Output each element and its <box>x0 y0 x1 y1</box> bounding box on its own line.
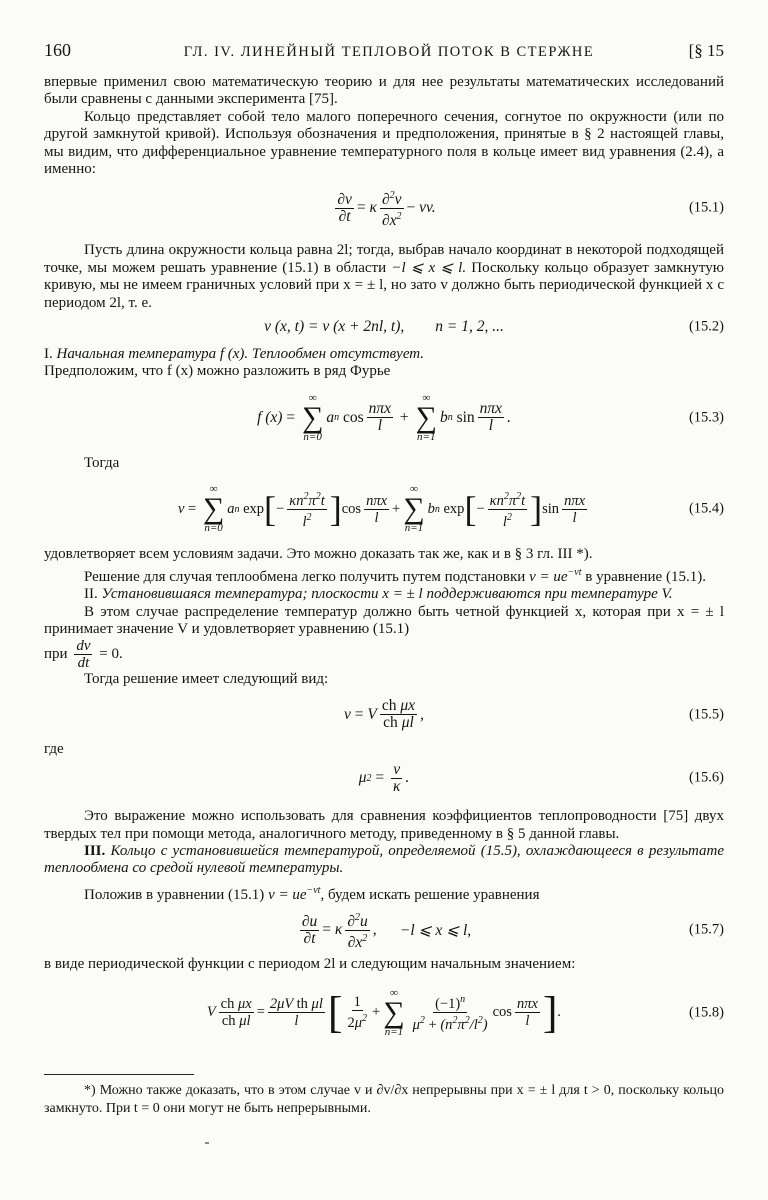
print-mark <box>205 1142 209 1144</box>
section-heading-2 <box>44 586 724 603</box>
page-body <box>44 40 724 1050</box>
equation-text: v (x, t) = v (x + 2nl, t), n = 1, 2, ... <box>264 318 504 336</box>
text-fragment: −νt <box>306 884 321 896</box>
equation-number: (15.5) <box>688 706 724 723</box>
equation-15-3: f (x) = ∞ ∑ n=0 a n cos $\frac{\text{nπx}}{l}$ + ∞ ∑ n=1 b n sin $\frac{\text{nπx}}{l}$ . (15.3) <box>257 391 724 443</box>
equation-number: (15.6) <box>688 769 724 786</box>
page-number: 160 <box>44 40 71 60</box>
equation-15-1: $\frac{\partial v}{\partial t}$ = κ $\frac{\partial^2v}{\partial x^2}$ − νv. (15.1) <box>337 189 724 230</box>
paragraph-substitution <box>44 882 724 904</box>
equation-15-8: V $\frac{\text{ch μx}}{\text{ch μl}}$ = $\frac{\text{2μV th μl}}{l}$ [ $\frac{1}{2\mu^2}$ + ∞ ∑ n=1 $\frac{(-1)^n}{\mu^2 + (n^2\pi^2/l^2)}$ cos $\frac{\text{nπx}}{l}$ ] . (15.8) <box>206 986 724 1038</box>
text-fragment: Положив в уравнении (15.1) <box>84 886 265 903</box>
section-heading-1 <box>44 346 724 363</box>
paragraph-solution-form: Тогда решение имеет следующий вид: <box>84 671 329 688</box>
equation-15-5: v = V $\frac{\text{ch μx}}{\text{ch μl}}$ , (15.5) <box>344 697 724 732</box>
section-title: Начальная температура f (x). Теплообмен отсутствует. <box>56 346 425 363</box>
section-numeral: III. <box>84 843 106 859</box>
equation-number: (15.1) <box>688 199 724 216</box>
paragraph-ring-definition: Кольцо представляет собой тело малого поперечного сечения, согнутое по окружности (или по другой замкнутой кривой). Используя обозначения и предположения, принятые в § 2 настоящей главы, мы видим, что дифференциальное уравнение температурного поля в кольце имеет вид уравнения (2.4), а именно: <box>44 108 724 178</box>
paragraph-intro: впервые применил свою математическую теорию и для нее результаты математических исследований были сравнены с данными эксперимента [75]. <box>44 74 724 108</box>
text-fragment: v = ue <box>529 568 568 585</box>
text-fragment: v = ue <box>268 886 307 903</box>
section-marker: [§ 15 <box>688 41 724 60</box>
text-fragment: Поскольку кольцо образует замкнутую кривую, мы не имеем граничных условий при x = ± l, но зато v должно быть периодической функцией x с периодом 2l, т. е. <box>44 259 724 311</box>
section-numeral: I. <box>44 346 53 363</box>
paragraph-condition: при $\frac{dv}{dt}$ = 0. <box>44 638 123 672</box>
equation-number: (15.2) <box>688 318 724 335</box>
footnote <box>44 1082 724 1118</box>
paragraph-conductivity: Это выражение можно использовать для сравнения коэффициентов теплопроводности [75] двух твердых тел при помощи метода, аналогичного методу, приведенному в § 5 данной главы. <box>44 808 724 842</box>
paragraph-periodic: в виде периодической функции с периодом 2l и следующим начальным значением: <box>44 956 576 973</box>
text-fragment: −νt <box>567 566 582 578</box>
text-fragment: , будем искать решение уравнения <box>320 886 540 903</box>
section-title: Кольцо с установившейся температурой, определяемой (15.5), охлаждающееся в результате теплообмена со средой нулевой температуры. <box>44 843 725 877</box>
equation-15-2 <box>44 314 724 340</box>
text-fragment: = 0. <box>99 646 123 663</box>
equation-number: (15.7) <box>688 921 724 938</box>
footnote-rule <box>44 1074 194 1075</box>
paragraph-then: Тогда <box>84 454 120 471</box>
text-fragment: в уравнение (15.1). <box>585 568 706 585</box>
equation-15-7: $\frac{\partial u}{\partial t}$ = κ $\frac{\partial^2u}{\partial x^2}$ , −l ⩽ x ⩽ l, (15.7) <box>301 911 724 951</box>
equation-number: (15.4) <box>688 500 724 517</box>
running-title: ГЛ. IV. ЛИНЕЙНЫЙ ТЕПЛОВОЙ ПОТОК В СТЕРЖНЕ <box>183 44 595 60</box>
paragraph-where: где <box>44 740 64 757</box>
paragraph-heat-exchange <box>44 564 724 586</box>
page-header <box>44 40 724 74</box>
equation-number: (15.8) <box>688 1004 724 1021</box>
text-fragment: при <box>44 646 68 663</box>
equation-tail: −l ⩽ x ⩽ l, <box>399 921 472 939</box>
section-numeral: II. <box>84 586 98 603</box>
text-fragment: −l ⩽ x ⩽ l. <box>391 259 467 276</box>
paragraph-satisfies: удовлетворяет всем условиям задачи. Это можно доказать так же, как и в § 3 гл. III *). <box>44 546 593 563</box>
equation-number: (15.3) <box>688 409 724 426</box>
footnote-text: *) Можно также доказать, что в этом случае v и ∂v/∂x непрерывны при x = ± l для t > 0, поскольку кольцо замкнуто. При t = 0 они могут не быть непрерывными. <box>44 1083 724 1116</box>
paragraph-even-function: В этом случае распределение температур должно быть четной функцией x, которая при x = ± l принимает значение V и удовлетворяет уравнению (15.1) <box>44 603 724 637</box>
section-title: Установившаяся температура; плоскости x = ± l поддерживаются при температуре V. <box>101 586 673 603</box>
text-fragment: Пусть длина окружности кольца равна 2l; тогда, выбрав начало координат в некоторой подходящей точке, мы можем решать уравнение (15.1) в области <box>44 242 724 276</box>
text-fragment: Решение для случая теплообмена легко получить путем подстановки <box>84 568 526 585</box>
equation-15-6: μ 2 = $\frac{\nu}{\kappa}$ . (15.6) <box>358 760 724 795</box>
section-heading-3 <box>44 843 724 878</box>
equation-15-4: v = ∞ ∑ n=0 a n exp [ − $\frac{\kappa n^2\pi^2t}{l^2}$ ] cos $\frac{\text{nπx}}{l}$ + ∞ ∑ n=1 b n exp [ − $\frac{\kappa n^2\pi^2t}{l^2}$ ] sin $\frac{\text{nπx}}{l}$ (15.4) <box>177 483 724 535</box>
paragraph-ring-length <box>44 242 724 312</box>
paragraph-fourier: Предположим, что f (x) можно разложить в ряд Фурье <box>44 363 391 380</box>
